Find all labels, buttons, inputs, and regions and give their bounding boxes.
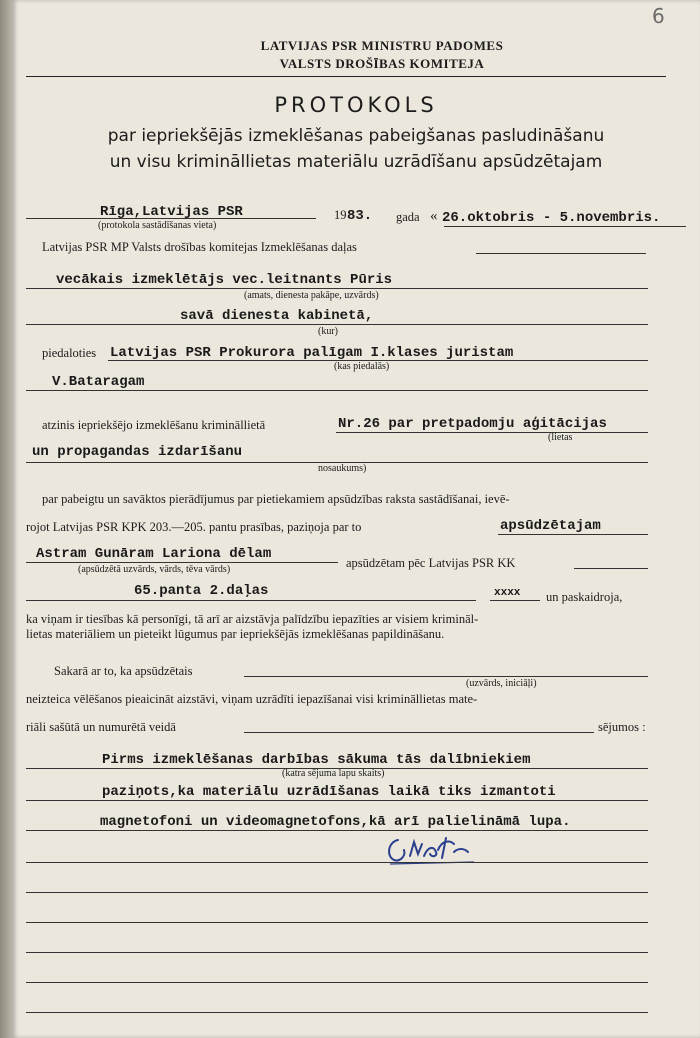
document-title: PROTOKOLS	[274, 93, 438, 117]
note-line-2: paziņots,ka materiālu uzrādīšanas laikā tiks izmantoti	[102, 784, 556, 800]
header-committee: VALSTS DROŠĪBAS KOMITEJA	[279, 56, 485, 71]
rule-struck	[490, 600, 540, 601]
location-value: savā dienesta kabinetā,	[180, 308, 374, 324]
location-caption: (kur)	[318, 326, 338, 337]
participant-value-1: Latvijas PSR Prokurora palīgam I.klases juristam	[110, 345, 514, 361]
rule-accused-kk	[574, 568, 648, 569]
participant-value-2: V.Bataragam	[52, 374, 145, 390]
investigator-value: vecākais izmeklētājs vec.leitnants Pūris	[56, 272, 393, 288]
document-subtitle-line2: un visu krimināllietas materiālu uzrādīšanu apsūdzētajam	[109, 152, 603, 172]
header-rule	[26, 76, 666, 77]
rule-note-2	[26, 800, 648, 801]
handwritten-signature	[384, 826, 480, 870]
rule-investigator	[26, 288, 648, 289]
rule-article	[26, 600, 476, 601]
article-value: 65.panta 2.daļas	[134, 583, 269, 599]
case-value-2: un propagandas izdarīšanu	[32, 444, 243, 460]
participant-caption: (kas piedalās)	[334, 361, 390, 372]
page-number: 6	[652, 4, 665, 28]
rule-accused-role	[498, 534, 648, 535]
rule-empty-5	[26, 982, 648, 983]
paragraph-1-line-1: par pabeigtu un savāktos pierādījumus par pietiekamiem apsūdzības raksta sastādīšanai, ievē-	[42, 492, 510, 506]
case-caption-nosaukums: nosaukums)	[318, 463, 367, 474]
rule-note-3	[26, 830, 648, 831]
rule-empty-3	[26, 922, 648, 923]
rule-participant-2	[26, 390, 648, 391]
document-subtitle-line1: par iepriekšējās izmeklēšanas pabeigšanas pasludināšanu	[107, 126, 605, 146]
date-open-quote: «	[430, 208, 438, 224]
rule-date	[444, 226, 686, 227]
rule-volumes	[244, 732, 594, 733]
rule-location	[26, 324, 648, 325]
paragraph-2-line-2: lietas materiāliem un pieteikt lūgumus par iepriekšējās izmeklēšanas papildināšanu.	[26, 627, 445, 641]
rule-accused-name	[26, 562, 338, 563]
accused-caption: (apsūdzētā uzvārds, vārds, tēva vārds)	[78, 564, 231, 575]
page-binding-edge	[0, 0, 12, 1038]
case-label: atzinis iepriekšējo izmeklēšanu krimināllietā	[42, 418, 266, 432]
paragraph-3-line-3: riāli sašūtā un numurētā veidā	[26, 720, 176, 734]
explained-label: un paskaidroja,	[546, 590, 623, 604]
note-caption: (katra sējuma lapu skaits)	[282, 768, 385, 779]
participant-label: piedaloties	[42, 346, 97, 360]
place-caption: (protokola sastādīšanas vieta)	[98, 220, 217, 231]
accused-name: Astram Gunāram Lariona dēlam	[36, 546, 272, 562]
volumes-label: sējumos :	[598, 720, 646, 734]
paragraph-3-caption: (uzvārds, iniciāļi)	[466, 678, 537, 689]
accused-kk-label: apsūdzētam pēc Latvijas PSR KK	[346, 556, 516, 570]
rule-empty-2	[26, 892, 648, 893]
note-line-1: Pirms izmeklēšanas darbības sākuma tās dalībniekiem	[102, 752, 531, 768]
paragraph-2-line-1: ka viņam ir tiesības kā personīgi, tā arī ar aizstāvja palīdzību iepazīties ar visiem krimināl-	[26, 612, 479, 626]
rule-empty-1	[26, 862, 648, 863]
header-ministry: LATVIJAS PSR MINISTRU PADOMES	[260, 38, 504, 53]
paragraph-3-line-2: neizteica vēlēšanos pieaicināt aizstāvi, viņam uzrādīti iepazīšanai visi krimināllietas mate-	[26, 692, 478, 706]
rule-case	[336, 432, 648, 433]
case-value-1: Nr.26 par pretpadomju aģitācijas	[338, 416, 607, 432]
paragraph-3-start: Sakarā ar to, ka apsūdzētais	[54, 664, 193, 678]
rule-empty-4	[26, 952, 648, 953]
rule-para-3	[244, 676, 648, 677]
year-prefix: 19	[334, 208, 347, 222]
accused-role: apsūdzētajam	[500, 518, 601, 534]
investigator-caption: (amats, dienesta pakāpe, uzvārds)	[244, 290, 379, 301]
note-line-3: magnetofoni un videomagnetofons,kā arī palielināmā lupa.	[100, 814, 571, 830]
year-value: 83.	[347, 208, 373, 224]
date-value: 26.oktobris - 5.novembris.	[442, 210, 661, 226]
gada-label: gada	[396, 210, 420, 224]
department-label: Latvijas PSR MP Valsts drošības komitejas Izmeklēšanas daļas	[42, 240, 357, 254]
case-caption-lietas: (lietas	[548, 432, 573, 443]
rule-empty-6	[26, 1012, 648, 1013]
place-value: Rīga,Latvijas PSR	[100, 204, 243, 220]
paragraph-1-line-2: rojot Latvijas PSR KPK 203.—205. pantu prasības, paziņoja par to	[26, 520, 362, 534]
protocol-document	[12, 0, 700, 1038]
struck-text: xxxx	[494, 587, 521, 599]
rule-department	[476, 253, 646, 254]
